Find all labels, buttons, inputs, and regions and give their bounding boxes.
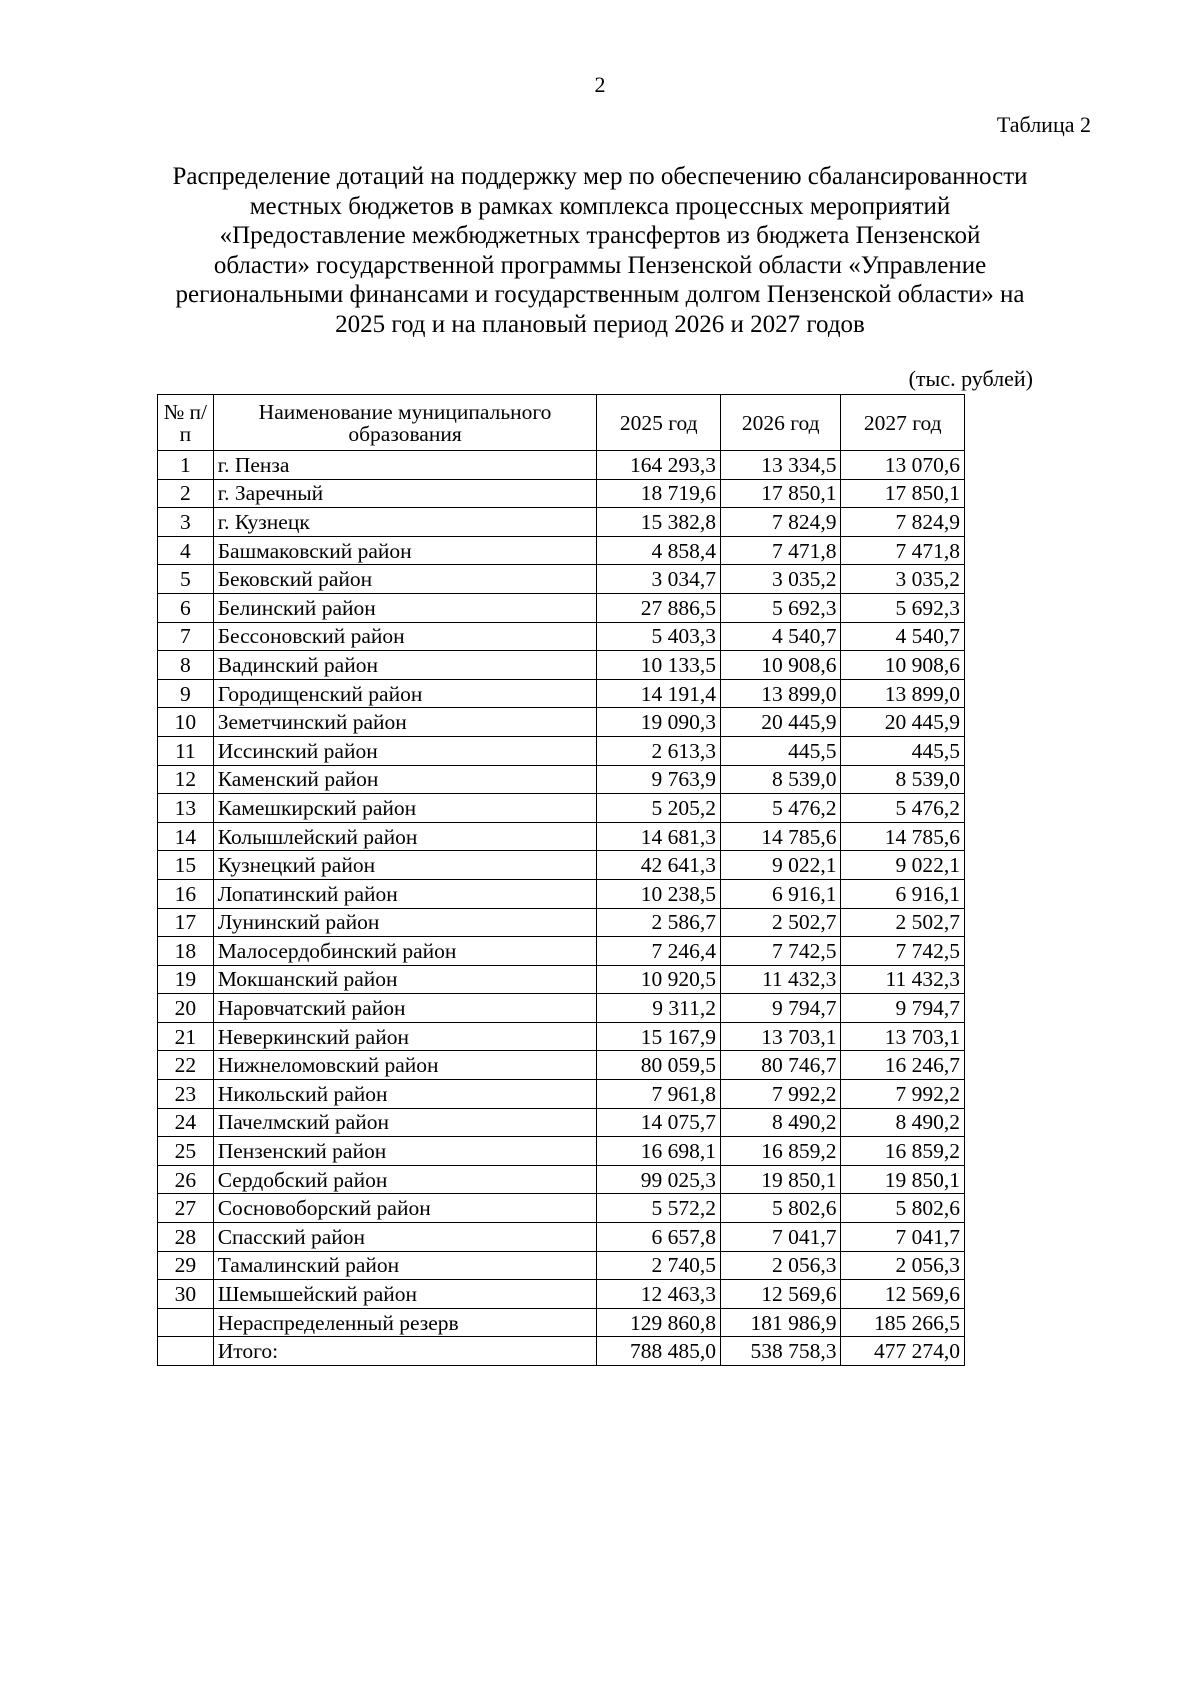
cell-value-2027: 7 824,9 [841, 508, 965, 537]
table-row [158, 1108, 965, 1137]
cell-value-2025: 15 167,9 [597, 1022, 721, 1051]
table-row [158, 851, 965, 880]
cell-municipality-name: Нераспределенный резерв [213, 1308, 597, 1337]
cell-value-2025: 19 090,3 [597, 708, 721, 737]
cell-value-2026: 6 916,1 [720, 879, 840, 908]
cell-municipality-name: Башмаковский район [213, 536, 597, 565]
cell-number: 25 [158, 1137, 214, 1166]
cell-value-2025: 27 886,5 [597, 593, 721, 622]
cell-value-2026: 181 986,9 [720, 1308, 840, 1337]
cell-value-2027: 12 569,6 [841, 1280, 965, 1309]
table-row [158, 1280, 965, 1309]
cell-value-2026: 4 540,7 [720, 622, 840, 651]
cell-value-2027: 20 445,9 [841, 708, 965, 737]
table-row [158, 565, 965, 594]
column-header-2026: 2026 год [720, 395, 840, 451]
column-header-2025: 2025 год [597, 395, 721, 451]
cell-municipality-name: Кузнецкий район [213, 851, 597, 880]
cell-value-2026: 8 539,0 [720, 765, 840, 794]
cell-value-2026: 5 692,3 [720, 593, 840, 622]
cell-number: 24 [158, 1108, 214, 1137]
cell-number: 17 [158, 908, 214, 937]
cell-municipality-name: Пензенский район [213, 1137, 597, 1166]
title-line: области» государственной программы Пензенской области «Управление [213, 251, 987, 279]
cell-value-2026: 445,5 [720, 736, 840, 765]
table-row [158, 1137, 965, 1166]
cell-value-2025: 14 191,4 [597, 679, 721, 708]
title-line: 2025 год и на плановый период 2026 и 2027 годов [335, 310, 865, 338]
cell-number: 3 [158, 508, 214, 537]
cell-value-2027: 8 490,2 [841, 1108, 965, 1137]
cell-value-2025: 3 034,7 [597, 565, 721, 594]
table-row [158, 708, 965, 737]
title-line: региональными финансами и государственным долгом Пензенской области» на [175, 281, 1025, 309]
table-row [158, 937, 965, 966]
cell-value-2026: 17 850,1 [720, 479, 840, 508]
cell-number: 19 [158, 965, 214, 994]
cell-value-2027: 17 850,1 [841, 479, 965, 508]
cell-value-2027: 185 266,5 [841, 1308, 965, 1337]
cell-value-2026: 2 502,7 [720, 908, 840, 937]
table-row [158, 1308, 965, 1337]
cell-number: 9 [158, 679, 214, 708]
cell-number: 18 [158, 937, 214, 966]
cell-number: 11 [158, 736, 214, 765]
table-row [158, 794, 965, 823]
table-row [158, 965, 965, 994]
cell-municipality-name: Земетчинский район [213, 708, 597, 737]
cell-value-2026: 16 859,2 [720, 1137, 840, 1166]
cell-value-2025: 18 719,6 [597, 479, 721, 508]
table-row [158, 651, 965, 680]
cell-number: 27 [158, 1194, 214, 1223]
cell-value-2025: 10 238,5 [597, 879, 721, 908]
cell-value-2026: 538 758,3 [720, 1337, 840, 1366]
cell-municipality-name: Вадинский район [213, 651, 597, 680]
cell-municipality-name: г. Кузнецк [213, 508, 597, 537]
cell-number: 8 [158, 651, 214, 680]
cell-value-2025: 9 311,2 [597, 994, 721, 1023]
cell-number: 28 [158, 1223, 214, 1252]
cell-value-2026: 80 746,7 [720, 1051, 840, 1080]
cell-municipality-name: Итого: [213, 1337, 597, 1366]
cell-value-2026: 7 742,5 [720, 937, 840, 966]
cell-value-2025: 5 403,3 [597, 622, 721, 651]
cell-value-2027: 445,5 [841, 736, 965, 765]
cell-municipality-name: Лопатинский район [213, 879, 597, 908]
cell-value-2025: 42 641,3 [597, 851, 721, 880]
table-row [158, 1194, 965, 1223]
table-row [158, 536, 965, 565]
table-row [158, 479, 965, 508]
cell-value-2025: 99 025,3 [597, 1165, 721, 1194]
cell-value-2027: 477 274,0 [841, 1337, 965, 1366]
cell-number: 16 [158, 879, 214, 908]
cell-number: 2 [158, 479, 214, 508]
cell-value-2025: 5 572,2 [597, 1194, 721, 1223]
cell-value-2026: 14 785,6 [720, 822, 840, 851]
cell-number: 7 [158, 622, 214, 651]
cell-value-2025: 9 763,9 [597, 765, 721, 794]
cell-value-2026: 20 445,9 [720, 708, 840, 737]
cell-value-2025: 129 860,8 [597, 1308, 721, 1337]
cell-number: 5 [158, 565, 214, 594]
table-body [158, 451, 965, 1366]
cell-value-2026: 7 992,2 [720, 1080, 840, 1109]
cell-value-2026: 13 703,1 [720, 1022, 840, 1051]
cell-value-2027: 9 022,1 [841, 851, 965, 880]
cell-value-2025: 10 920,5 [597, 965, 721, 994]
cell-value-2027: 3 035,2 [841, 565, 965, 594]
document-title [100, 162, 1100, 340]
cell-municipality-name: Нижнеломовский район [213, 1051, 597, 1080]
cell-value-2027: 5 692,3 [841, 593, 965, 622]
cell-value-2027: 8 539,0 [841, 765, 965, 794]
table-row [158, 1251, 965, 1280]
cell-value-2026: 7 471,8 [720, 536, 840, 565]
cell-value-2025: 80 059,5 [597, 1051, 721, 1080]
cell-value-2027: 2 502,7 [841, 908, 965, 937]
cell-municipality-name: Бессоновский район [213, 622, 597, 651]
table-label: Таблица 2 [996, 112, 1091, 137]
cell-municipality-name: Белинский район [213, 593, 597, 622]
table-row [158, 622, 965, 651]
cell-value-2027: 14 785,6 [841, 822, 965, 851]
cell-value-2026: 13 899,0 [720, 679, 840, 708]
table-row [158, 736, 965, 765]
subsidy-table [157, 394, 965, 1366]
page-number: 2 [594, 72, 606, 97]
cell-value-2026: 8 490,2 [720, 1108, 840, 1137]
cell-value-2025: 7 961,8 [597, 1080, 721, 1109]
cell-value-2025: 15 382,8 [597, 508, 721, 537]
cell-value-2025: 14 075,7 [597, 1108, 721, 1137]
cell-municipality-name: Каменский район [213, 765, 597, 794]
table-header-row [158, 395, 965, 451]
cell-number: 21 [158, 1022, 214, 1051]
cell-municipality-name: Бековский район [213, 565, 597, 594]
cell-value-2025: 788 485,0 [597, 1337, 721, 1366]
cell-municipality-name: г. Заречный [213, 479, 597, 508]
cell-value-2026: 10 908,6 [720, 651, 840, 680]
table-row [158, 1022, 965, 1051]
table-row [158, 1080, 965, 1109]
cell-municipality-name: Лунинский район [213, 908, 597, 937]
table-row [158, 1223, 965, 1252]
cell-value-2027: 10 908,6 [841, 651, 965, 680]
cell-value-2026: 11 432,3 [720, 965, 840, 994]
cell-value-2027: 7 041,7 [841, 1223, 965, 1252]
cell-value-2027: 7 471,8 [841, 536, 965, 565]
cell-value-2026: 9 794,7 [720, 994, 840, 1023]
cell-number: 30 [158, 1280, 214, 1309]
cell-number: 4 [158, 536, 214, 565]
cell-municipality-name: Камешкирский район [213, 794, 597, 823]
table-row [158, 879, 965, 908]
cell-value-2025: 2 613,3 [597, 736, 721, 765]
cell-municipality-name: Пачелмский район [213, 1108, 597, 1137]
cell-municipality-name: Спасский район [213, 1223, 597, 1252]
cell-value-2027: 16 246,7 [841, 1051, 965, 1080]
cell-value-2027: 13 070,6 [841, 451, 965, 480]
table-row [158, 1051, 965, 1080]
title-line: «Предоставление межбюджетных трансфертов из бюджета Пензенской [219, 222, 981, 250]
cell-municipality-name: Тамалинский район [213, 1251, 597, 1280]
table-row [158, 508, 965, 537]
cell-value-2027: 9 794,7 [841, 994, 965, 1023]
cell-value-2026: 7 824,9 [720, 508, 840, 537]
cell-value-2027: 4 540,7 [841, 622, 965, 651]
cell-value-2027: 19 850,1 [841, 1165, 965, 1194]
title-line: местных бюджетов в рамках комплекса процессных мероприятий [249, 192, 951, 220]
cell-value-2027: 7 742,5 [841, 937, 965, 966]
cell-number: 22 [158, 1051, 214, 1080]
cell-number: 14 [158, 822, 214, 851]
cell-value-2026: 5 802,6 [720, 1194, 840, 1223]
cell-value-2026: 9 022,1 [720, 851, 840, 880]
table-row [158, 765, 965, 794]
cell-number: 10 [158, 708, 214, 737]
title-line: Распределение дотаций на поддержку мер по обеспечению сбалансированности [172, 163, 1028, 190]
cell-municipality-name: Наровчатский район [213, 994, 597, 1023]
cell-municipality-name: Сердобский район [213, 1165, 597, 1194]
cell-number: 12 [158, 765, 214, 794]
cell-value-2027: 13 703,1 [841, 1022, 965, 1051]
cell-number [158, 1337, 214, 1366]
cell-number: 23 [158, 1080, 214, 1109]
cell-number: 6 [158, 593, 214, 622]
cell-value-2026: 19 850,1 [720, 1165, 840, 1194]
table-row [158, 1165, 965, 1194]
cell-municipality-name: Малосердобинский район [213, 937, 597, 966]
table-row [158, 451, 965, 480]
cell-value-2025: 4 858,4 [597, 536, 721, 565]
cell-number: 29 [158, 1251, 214, 1280]
cell-number: 26 [158, 1165, 214, 1194]
cell-municipality-name: Колышлейский район [213, 822, 597, 851]
table-row [158, 679, 965, 708]
table-row [158, 1337, 965, 1366]
cell-value-2026: 7 041,7 [720, 1223, 840, 1252]
column-header-number: № п/п [158, 395, 214, 451]
cell-municipality-name: г. Пенза [213, 451, 597, 480]
cell-value-2027: 13 899,0 [841, 679, 965, 708]
column-header-name: Наименование муниципального образования [213, 395, 597, 451]
cell-number: 20 [158, 994, 214, 1023]
cell-municipality-name: Никольский район [213, 1080, 597, 1109]
cell-municipality-name: Иссинский район [213, 736, 597, 765]
cell-value-2026: 5 476,2 [720, 794, 840, 823]
cell-number: 15 [158, 851, 214, 880]
cell-number [158, 1308, 214, 1337]
cell-municipality-name: Неверкинский район [213, 1022, 597, 1051]
cell-value-2027: 2 056,3 [841, 1251, 965, 1280]
cell-value-2026: 2 056,3 [720, 1251, 840, 1280]
cell-value-2025: 14 681,3 [597, 822, 721, 851]
cell-value-2025: 164 293,3 [597, 451, 721, 480]
cell-value-2027: 16 859,2 [841, 1137, 965, 1166]
cell-value-2026: 3 035,2 [720, 565, 840, 594]
cell-value-2025: 7 246,4 [597, 937, 721, 966]
cell-value-2025: 16 698,1 [597, 1137, 721, 1166]
cell-municipality-name: Сосновоборский район [213, 1194, 597, 1223]
table-row [158, 593, 965, 622]
cell-value-2025: 5 205,2 [597, 794, 721, 823]
cell-municipality-name: Шемышейский район [213, 1280, 597, 1309]
cell-municipality-name: Мокшанский район [213, 965, 597, 994]
cell-value-2026: 12 569,6 [720, 1280, 840, 1309]
cell-value-2025: 12 463,3 [597, 1280, 721, 1309]
cell-municipality-name: Городищенский район [213, 679, 597, 708]
cell-value-2026: 13 334,5 [720, 451, 840, 480]
column-header-2027: 2027 год [841, 395, 965, 451]
cell-value-2025: 2 586,7 [597, 908, 721, 937]
cell-number: 1 [158, 451, 214, 480]
units-note: (тыс. рублей) [908, 366, 1033, 391]
cell-value-2025: 6 657,8 [597, 1223, 721, 1252]
cell-value-2027: 7 992,2 [841, 1080, 965, 1109]
cell-value-2025: 2 740,5 [597, 1251, 721, 1280]
cell-value-2025: 10 133,5 [597, 651, 721, 680]
cell-value-2027: 5 802,6 [841, 1194, 965, 1223]
cell-value-2027: 11 432,3 [841, 965, 965, 994]
cell-number: 13 [158, 794, 214, 823]
cell-value-2027: 5 476,2 [841, 794, 965, 823]
table-row [158, 994, 965, 1023]
table-row [158, 908, 965, 937]
table-row [158, 822, 965, 851]
cell-value-2027: 6 916,1 [841, 879, 965, 908]
